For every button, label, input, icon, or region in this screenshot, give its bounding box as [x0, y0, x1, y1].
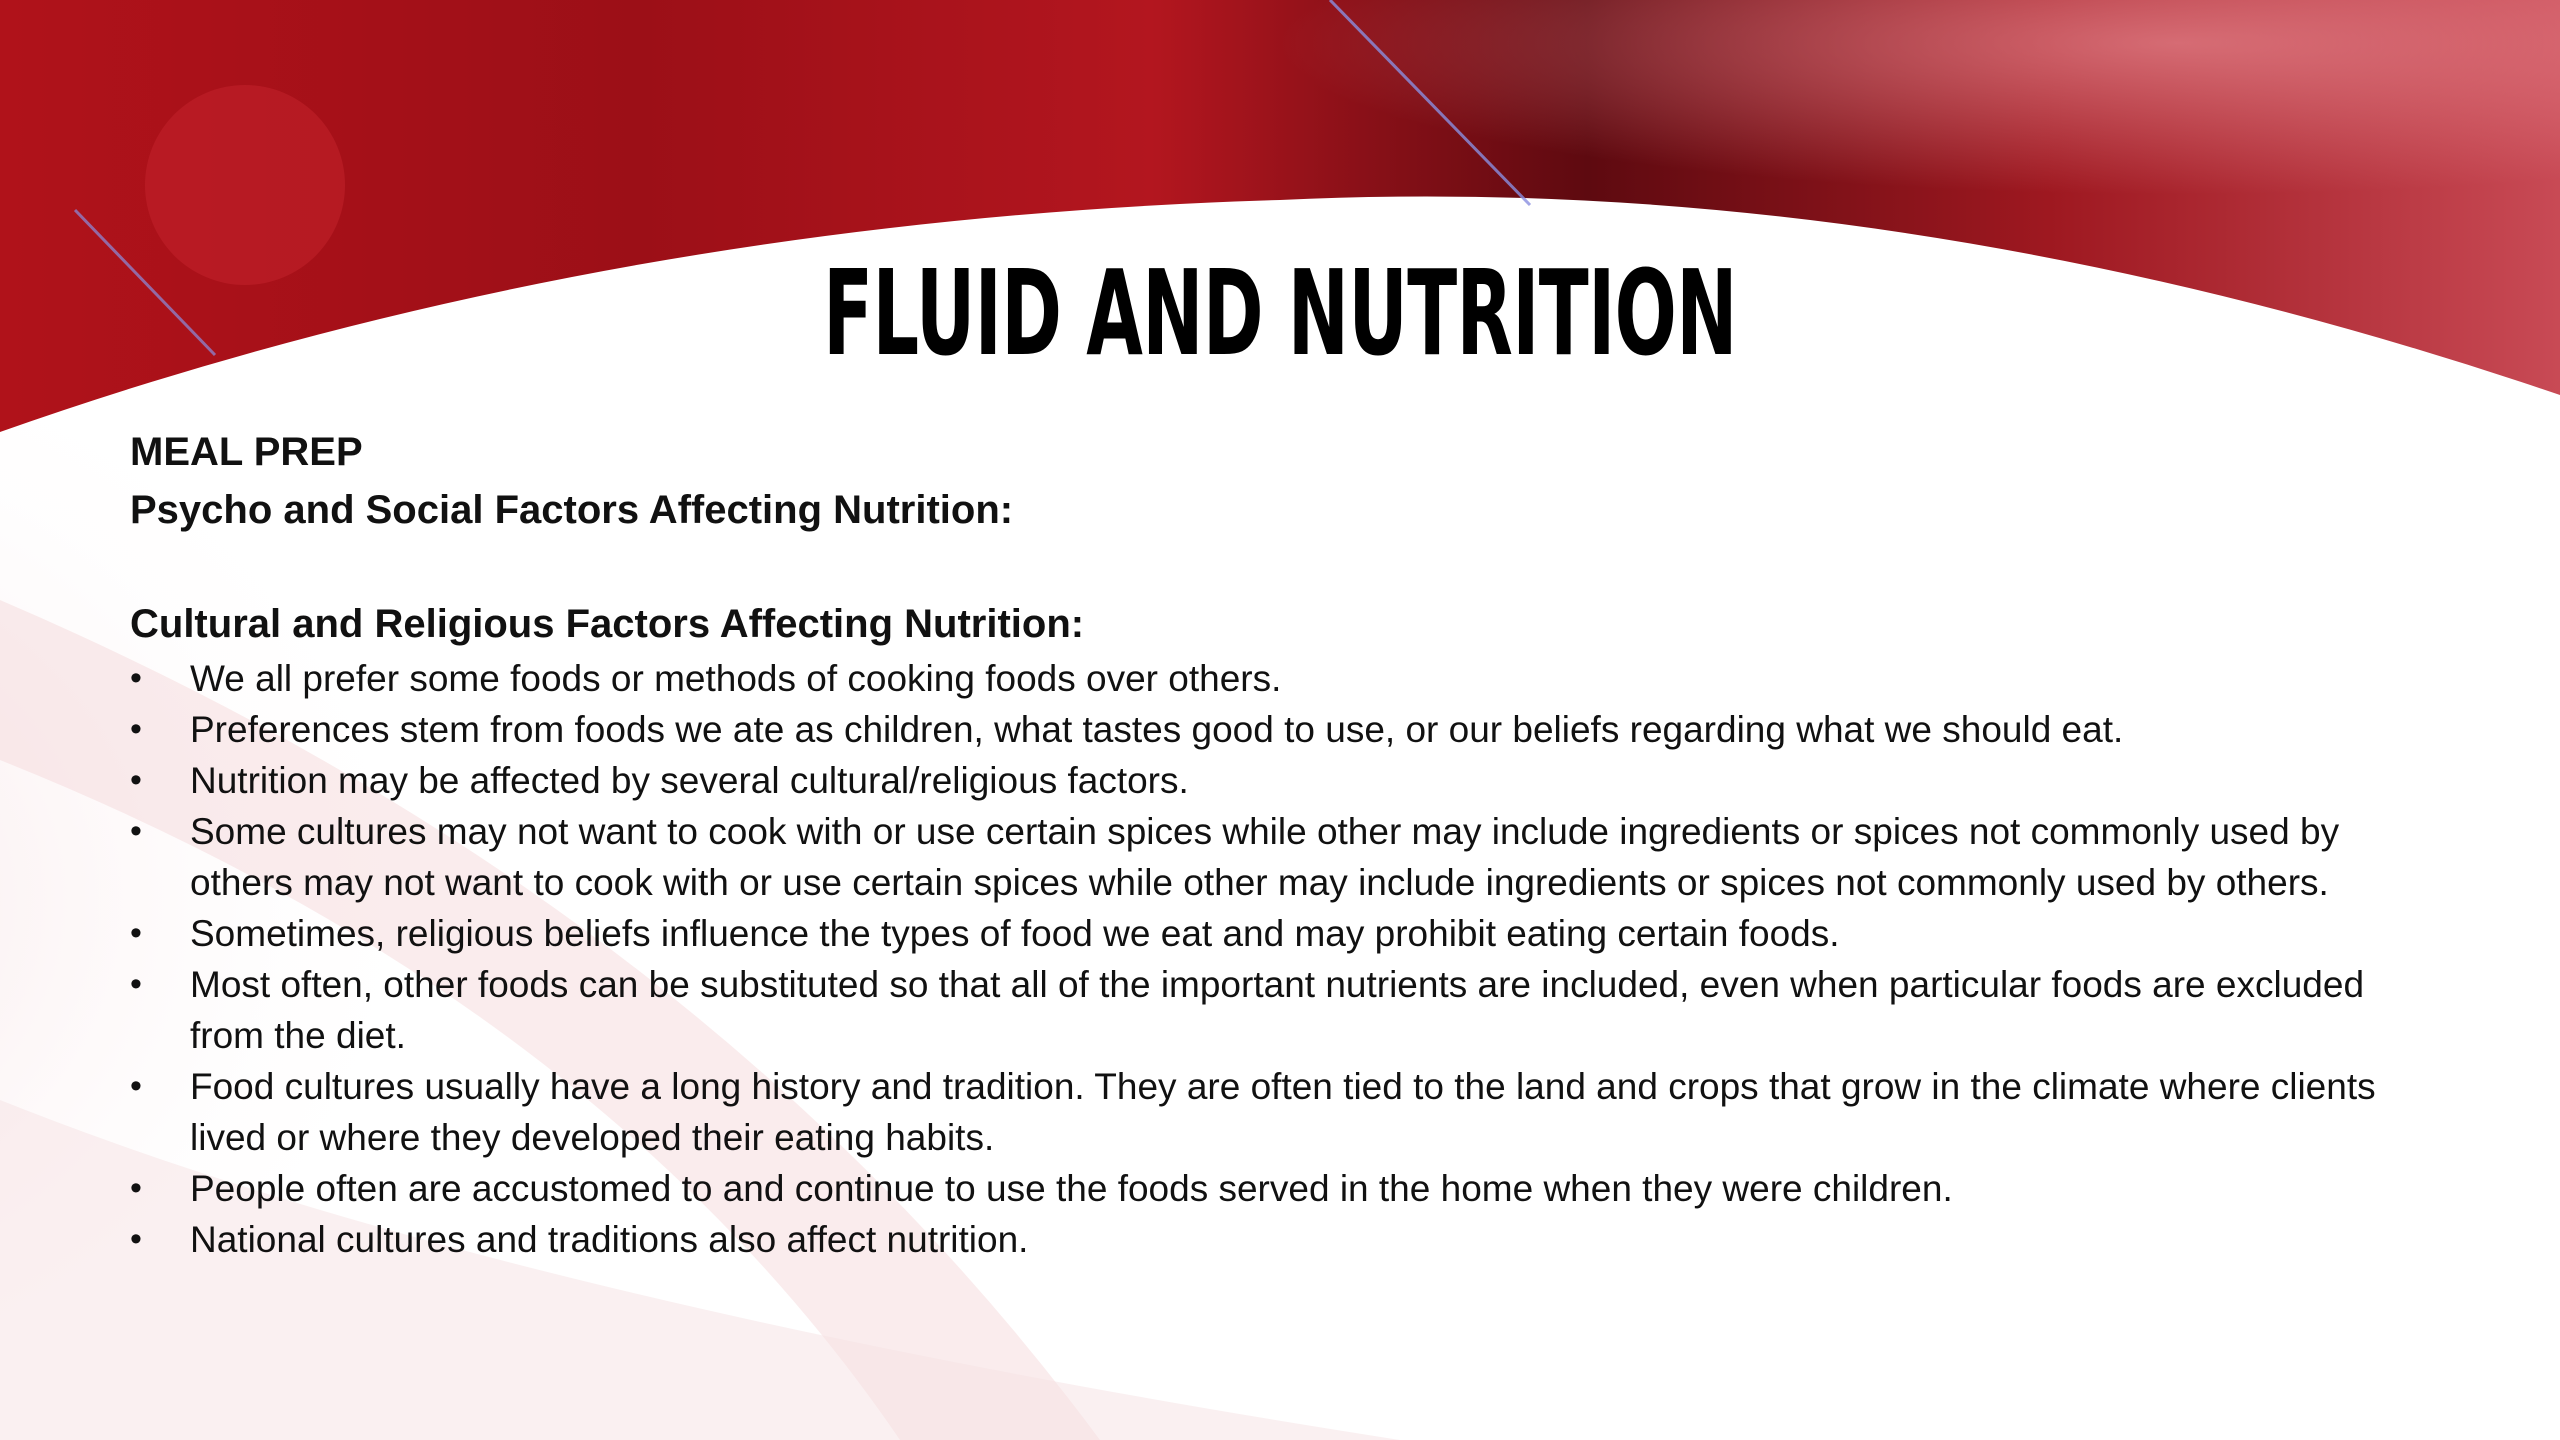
bullet-item [130, 908, 2430, 959]
bullet-icon: • [130, 812, 142, 850]
bullet-item [130, 653, 2430, 704]
bullet-icon: • [130, 965, 142, 1003]
bullet-icon: • [130, 1220, 142, 1258]
slide-title: FLUID AND NUTRITION [823, 244, 1737, 382]
bullet-text: Preferences stem from foods we ate as children, what tastes good to use, or our beliefs regarding what we should eat. [190, 709, 2124, 750]
bullet-list [130, 653, 2430, 1265]
bullet-icon: • [130, 1067, 142, 1105]
bullet-text: Most often, other foods can be substituted so that all of the important nutrients are included, even when particular foods are excluded from the diet. [190, 964, 2365, 1056]
bullet-item [130, 1163, 2430, 1214]
bullet-item [130, 755, 2430, 806]
bullet-text: National cultures and traditions also affect nutrition. [190, 1219, 1029, 1260]
heading-cultural-religious: Cultural and Religious Factors Affecting Nutrition: [130, 602, 1085, 646]
bullet-item [130, 1214, 2430, 1265]
bullet-icon: • [130, 1169, 142, 1207]
bullet-item [130, 1061, 2430, 1163]
bullet-icon: • [130, 914, 142, 952]
bullet-icon: • [130, 761, 142, 799]
bullet-text: Nutrition may be affected by several cultural/religious factors. [190, 760, 1189, 801]
bullet-text: Sometimes, religious beliefs influence the types of food we eat and may prohibit eating certain foods. [190, 913, 1840, 954]
bullet-item [130, 704, 2430, 755]
banner-circle [145, 85, 345, 285]
bullet-text: Food cultures usually have a long history and tradition. They are often tied to the land and crops that grow in the climate where clients lived or where they developed their eating habits. [190, 1066, 2376, 1158]
heading-psycho-social: Psycho and Social Factors Affecting Nutrition: [130, 488, 1014, 532]
bullet-text: Some cultures may not want to cook with or use certain spices while other may include ingredients or spices not commonly used by others may not want to cook with or use certain spices while other may include ingredients or spices not commonly used by others. [190, 811, 2340, 903]
bullet-text: We all prefer some foods or methods of cooking foods over others. [190, 658, 1282, 699]
section-label: MEAL PREP [130, 430, 363, 474]
bullet-item [130, 806, 2430, 908]
bullet-item [130, 959, 2430, 1061]
bullet-icon: • [130, 659, 142, 697]
bullet-text: People often are accustomed to and continue to use the foods served in the home when they were children. [190, 1168, 1953, 1209]
bullet-icon: • [130, 710, 142, 748]
slide-content [130, 423, 2430, 1265]
